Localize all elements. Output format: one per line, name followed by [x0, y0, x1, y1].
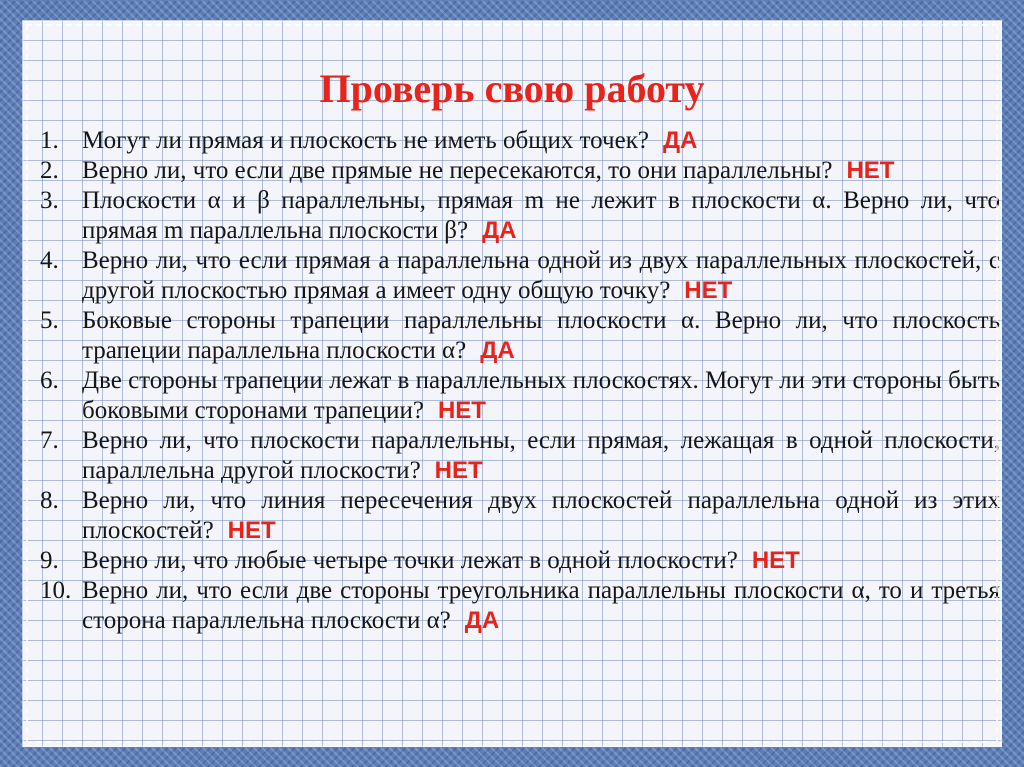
question-text: Плоскости α и β параллельны, прямая m не лежит в плоскости α. Верно ли, что прямая m параллельна плоскости β?	[82, 187, 1000, 244]
question-number: 8.	[40, 487, 59, 514]
page-title: Проверь свою работу	[319, 66, 705, 111]
question-text: Верно ли, что плоскости параллельны, если прямая, лежащая в одной плоскости, параллельна другой плоскости?	[82, 427, 1000, 484]
question-text: Верно ли, что любые четыре точки лежат в одной плоскости?	[82, 547, 738, 574]
question-number: 4.	[40, 247, 59, 274]
question-number: 6.	[40, 367, 59, 394]
answer-label: НЕТ	[434, 457, 483, 484]
question-text: Верно ли, что если две стороны треугольника параллельны плоскости α, то и третья сторона параллельна плоскости α?	[82, 577, 1000, 634]
question-body	[82, 246, 1000, 306]
question-item	[40, 426, 1000, 486]
answer-label: ДА	[662, 127, 698, 154]
question-number: 7.	[40, 427, 59, 454]
answer-label: ДА	[464, 607, 500, 634]
answer-label: ДА	[480, 337, 515, 364]
question-list	[40, 126, 1000, 636]
question-item	[40, 126, 1000, 156]
answer-label: НЕТ	[751, 547, 800, 574]
question-body	[82, 126, 1000, 156]
question-body	[82, 576, 1000, 636]
question-text: Две стороны трапеции лежат в параллельных плоскостях. Могут ли эти стороны быть боковыми сторонами трапеции?	[82, 367, 1000, 424]
question-text: Могут ли прямая и плоскость не иметь общих точек?	[82, 127, 649, 154]
question-number: 1.	[40, 127, 59, 154]
question-body	[82, 426, 1000, 486]
question-number: 2.	[40, 157, 59, 184]
question-body	[82, 186, 1000, 246]
answer-label: НЕТ	[437, 397, 486, 424]
question-item	[40, 306, 1000, 366]
question-item	[40, 366, 1000, 426]
question-item	[40, 486, 1000, 546]
question-item	[40, 546, 1000, 576]
question-number: 3.	[40, 187, 59, 214]
question-text: Боковые стороны трапеции параллельны плоскости α. Верно ли, что плоскость трапеции параллельна плоскости α?	[82, 307, 1000, 364]
answer-label: НЕТ	[846, 157, 895, 184]
question-text: Верно ли, что если прямая а параллельна одной из двух параллельных плоскостей, с другой плоскостью прямая а имеет одну общую точку?	[82, 247, 1000, 304]
question-number: 10.	[40, 577, 72, 604]
question-item	[40, 576, 1000, 636]
question-text: Верно ли, что если две прямые не пересекаются, то они параллельны?	[82, 157, 833, 184]
question-body	[82, 156, 1000, 186]
answer-label: НЕТ	[684, 277, 733, 304]
question-body	[82, 486, 1000, 546]
slide-card	[22, 20, 1002, 747]
question-item	[40, 246, 1000, 306]
question-number: 5.	[40, 307, 59, 334]
answer-label: ДА	[482, 217, 517, 244]
question-body	[82, 546, 1000, 576]
answer-label: НЕТ	[227, 517, 276, 544]
question-body	[82, 366, 1000, 426]
question-text: Верно ли, что линия пересечения двух плоскостей параллельна одной из этих плоскостей?	[82, 487, 1000, 544]
question-body	[82, 306, 1000, 366]
question-item	[40, 186, 1000, 246]
question-number: 9.	[40, 547, 59, 574]
question-item	[40, 156, 1000, 186]
